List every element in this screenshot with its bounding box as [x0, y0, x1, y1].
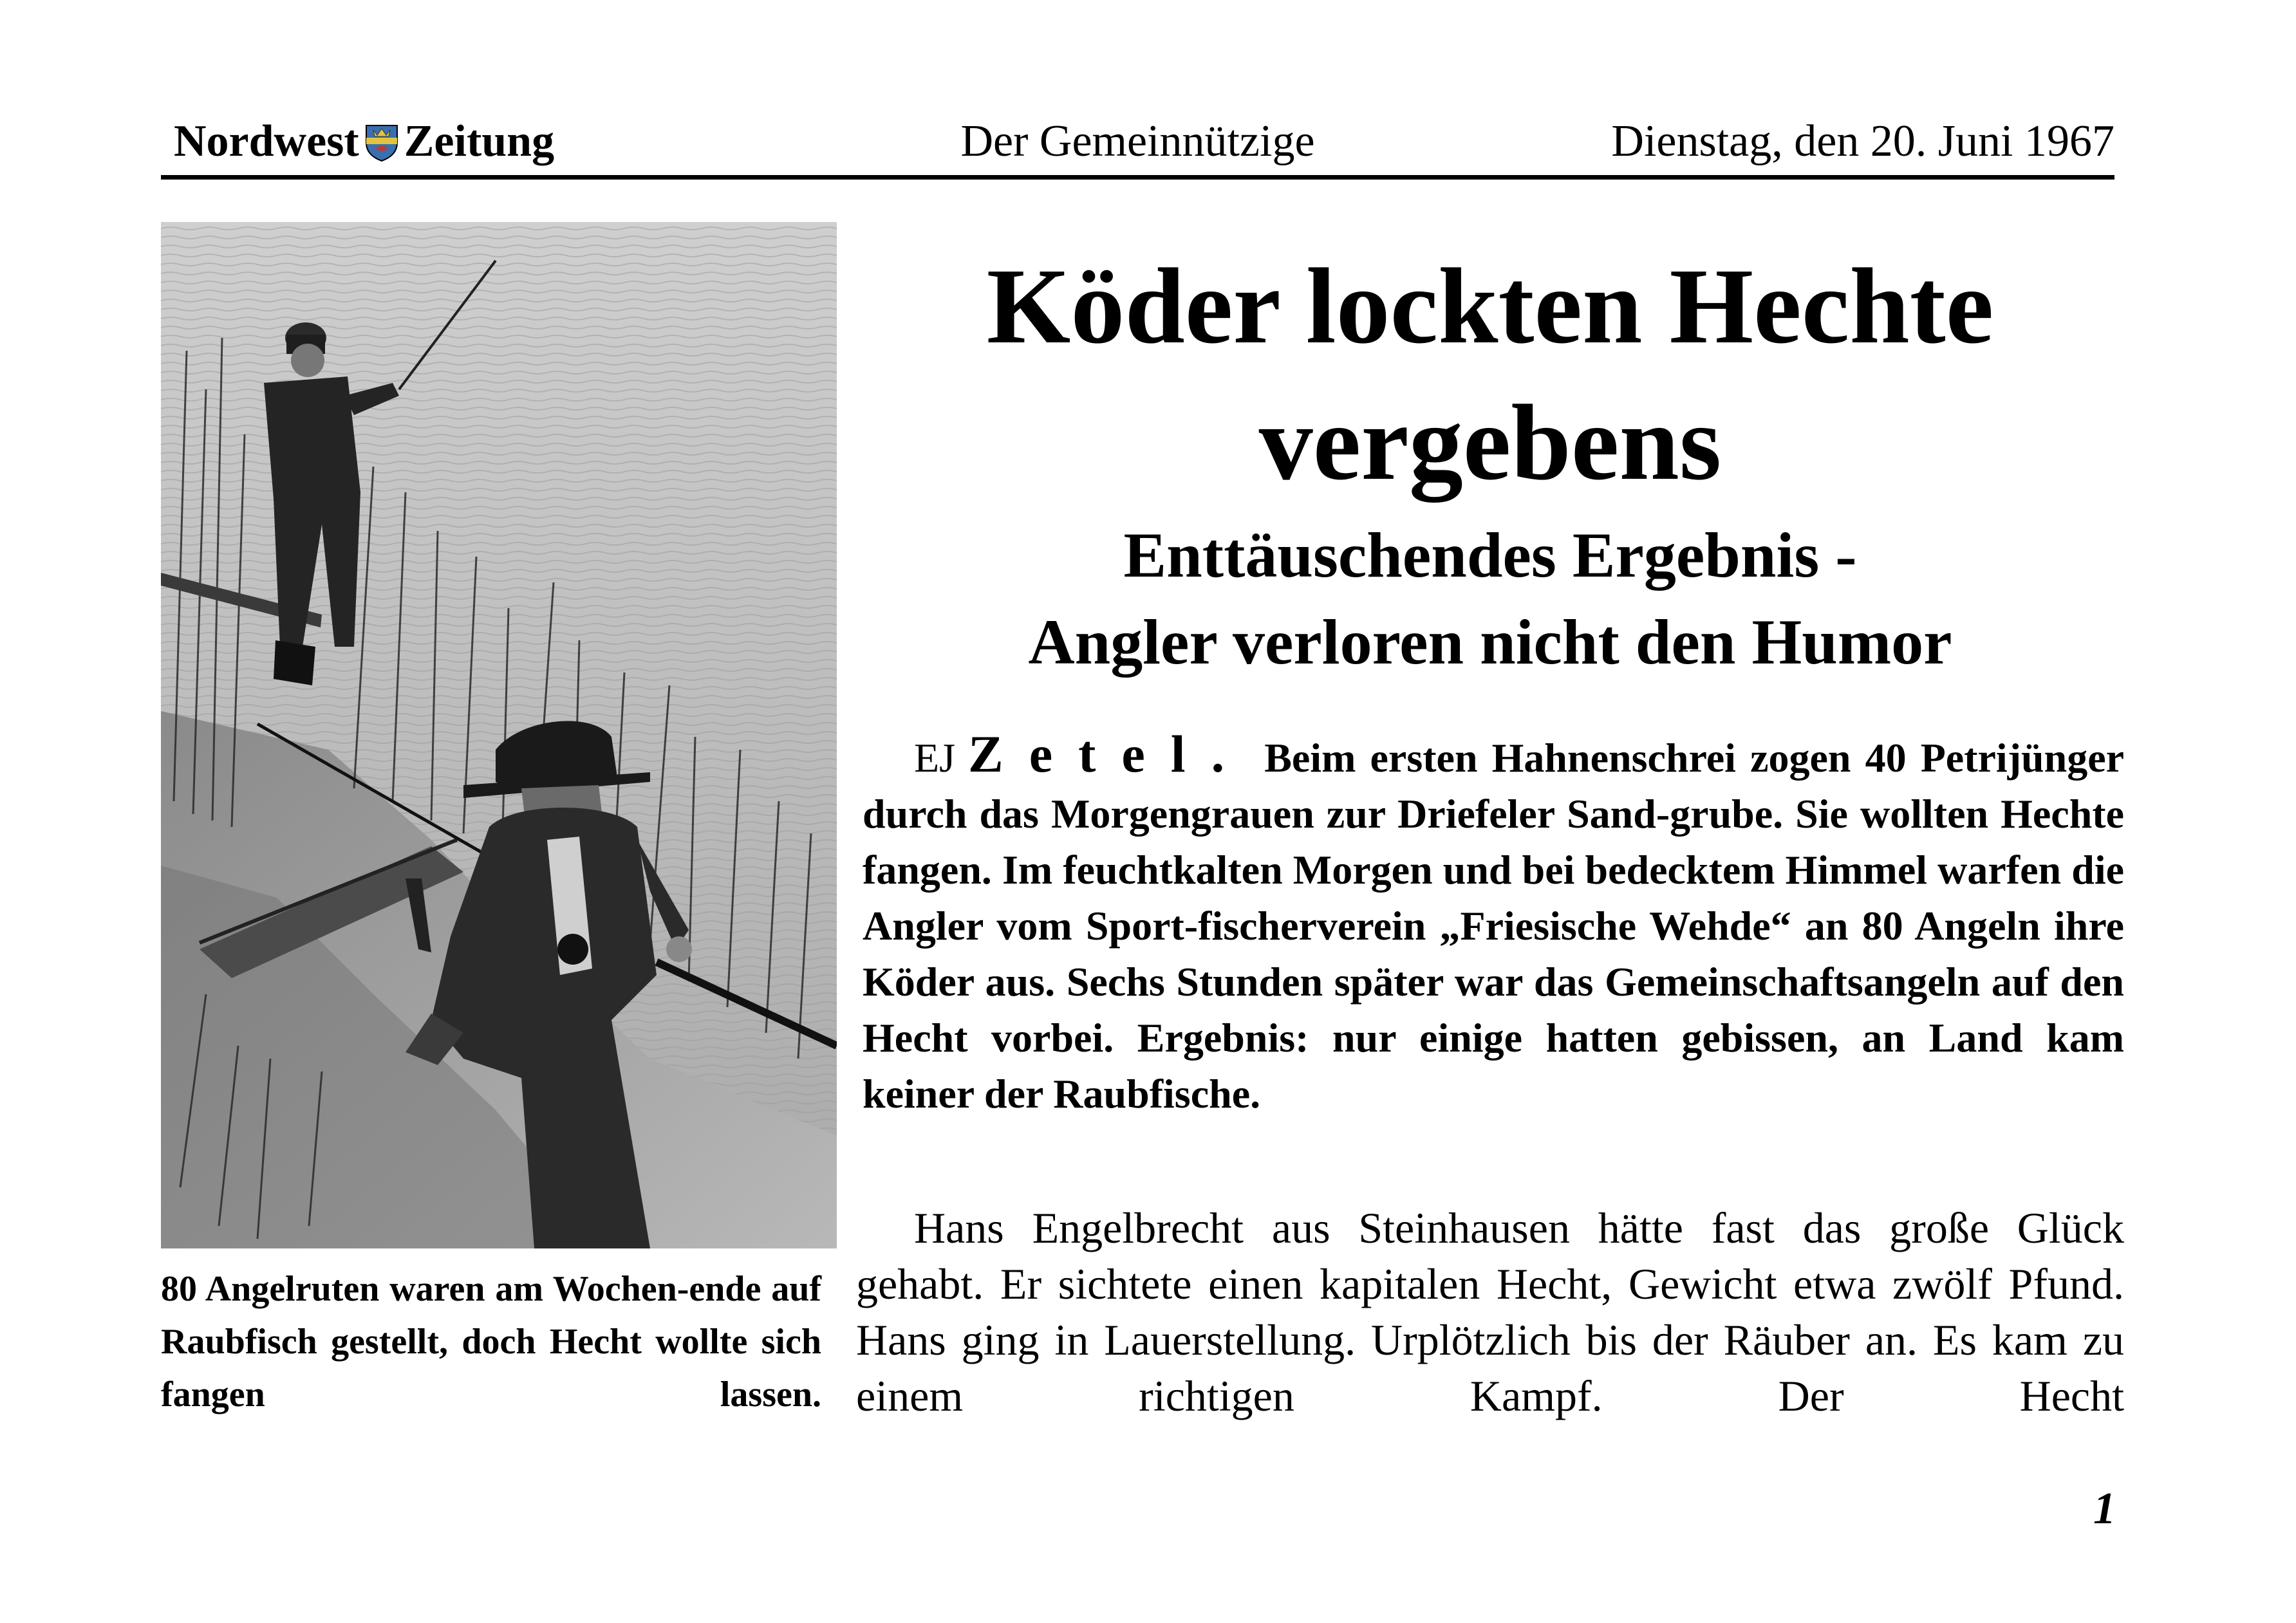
news-photo [161, 222, 837, 1248]
brand-right: Zeitung [404, 116, 555, 166]
publication-subtitle: Der Gemeinnützige [960, 116, 1315, 166]
lead-text: Beim ersten Hahnenschrei zogen 40 Petrijünger durch das Morgengrauen zur Driefeler Sand-grube. Sie wollten Hechte fangen. Im feuchtkalten Morgen und bei bedecktem Himmel warfen die Angler vom Sport-fischerverein „Friesische Wehde“ an 80 Angeln ihre Köder aus. Sechs Stunden später war das Gemeinschaftsangeln auf den Hecht vorbei. Ergebnis: nur einige hatten gebissen, an Land kam keiner der Raubfische. [863, 735, 2125, 1117]
page-number: 1 [2093, 1484, 2116, 1534]
dateline-place: Zetel. [968, 725, 1251, 783]
author-initials: EJ [914, 735, 955, 781]
subheadline-line-1: Enttäuschendes Ergebnis - [1123, 519, 1857, 591]
subheadline [863, 512, 2118, 685]
brand-left: Nordwest [174, 116, 359, 166]
photo-caption: 80 Angelruten waren am Wochen-ende auf Raubfisch gestellt, doch Hecht wollte sich fangen lassen. [161, 1269, 821, 1414]
lead-paragraph [863, 726, 2124, 1122]
body-text: Hans Engelbrecht aus Steinhausen hätte fast das große Glück gehabt. Er sichtete einen kapitalen Hecht, Gewicht etwa zwölf Pfund. Hans ging in Lauerstellung. Urplötzlich bis der Räuber an. Es kam zu einem richtigen Kampf. Der Hecht [856, 1203, 2124, 1420]
body-paragraph [856, 1200, 2124, 1424]
masthead [161, 116, 2114, 174]
subheadline-line-2: Angler verloren nicht den Humor [1028, 606, 1952, 678]
masthead-rule [161, 175, 2114, 180]
issue-date: Dienstag, den 20. Juni 1967 [1611, 116, 2114, 166]
headline: Köder lockten Hechte vergebens [986, 246, 1994, 503]
